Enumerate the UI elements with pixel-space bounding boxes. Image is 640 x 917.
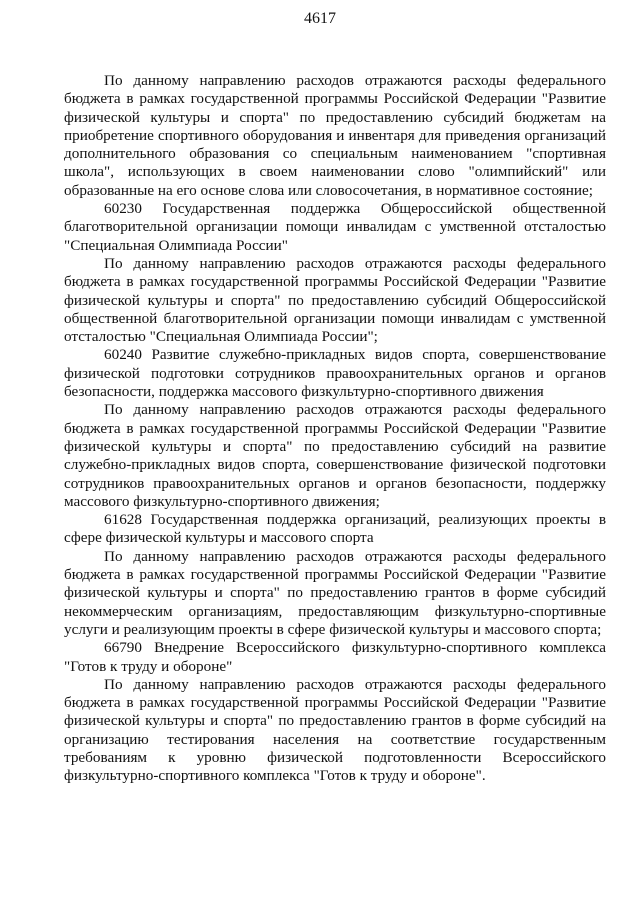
paragraph-code-60240: 60240 Развитие служебно-прикладных видов спорта, совершенствование физической подготовки сотрудников правоохранительных органов и органов безопасности, поддержка массового физкультурно-спортивного движения bbox=[64, 346, 606, 401]
paragraph-expenses-gto-testing: По данному направлению расходов отражаются расходы федерального бюджета в рамках государственной программы Российской Федерации "Развитие физической культуры и спорта" по предоставлению грантов в форме субсидий на организацию тестирования населения на соответствие государственным требованиям к уровню физической подготовленности Всероссийского физкультурно-спортивного комплекса "Готов к труду и обороне". bbox=[64, 675, 606, 785]
paragraph-expenses-ngo-grants: По данному направлению расходов отражаются расходы федерального бюджета в рамках государственной программы Российской Федерации "Развитие физической культуры и спорта" по предоставлению грантов в форме субсидий некоммерческим организациям, предоставляющим физкультурно-спортивные услуги и реализующим проекты в сфере физической культуры и массового спорта; bbox=[64, 547, 606, 638]
paragraph-expenses-applied-sports: По данному направлению расходов отражаются расходы федерального бюджета в рамках государственной программы Российской Федерации "Развитие физической культуры и спорта" по предоставлению субсидий на развитие служебно-прикладных видов спорта, совершенствование физической подготовки сотрудников правоохранительных органов и органов безопасности, поддержку массового физкультурно-спортивного движения; bbox=[64, 401, 606, 510]
paragraph-code-60230: 60230 Государственная поддержка Общероссийской общественной благотворительной организации помощи инвалидам с умственной отсталостью "Специальная Олимпиада России" bbox=[64, 200, 606, 254]
paragraph-expenses-special-olympics: По данному направлению расходов отражаются расходы федерального бюджета в рамках государственной программы Российской Федерации "Развитие физической культуры и спорта" по предоставлению субсидий Общероссийской общественной благотворительной организации помощи инвалидам с умственной отсталостью "Специальная Олимпиада России"; bbox=[64, 254, 606, 346]
paragraph-expenses-sports-schools: По данному направлению расходов отражаются расходы федерального бюджета в рамках государственной программы Российской Федерации "Развитие физической культуры и спорта" по предоставлению субсидий бюджетам на приобретение спортивного оборудования и инвентаря для приведения организаций дополнительного образования со специальным наименованием "спортивная школа", использующих в своем наименовании слово "олимпийский" или образованные на его основе слова или словосочетания, в нормативное состояние; bbox=[64, 72, 606, 199]
paragraph-code-61628: 61628 Государственная поддержка организаций, реализующих проекты в сфере физической культуры и массового спорта bbox=[64, 511, 606, 547]
paragraph-code-66790: 66790 Внедрение Всероссийского физкультурно-спортивного комплекса "Готов к труду и обороне" bbox=[64, 639, 606, 675]
page-number: 4617 bbox=[304, 10, 336, 27]
document-body bbox=[64, 72, 606, 786]
